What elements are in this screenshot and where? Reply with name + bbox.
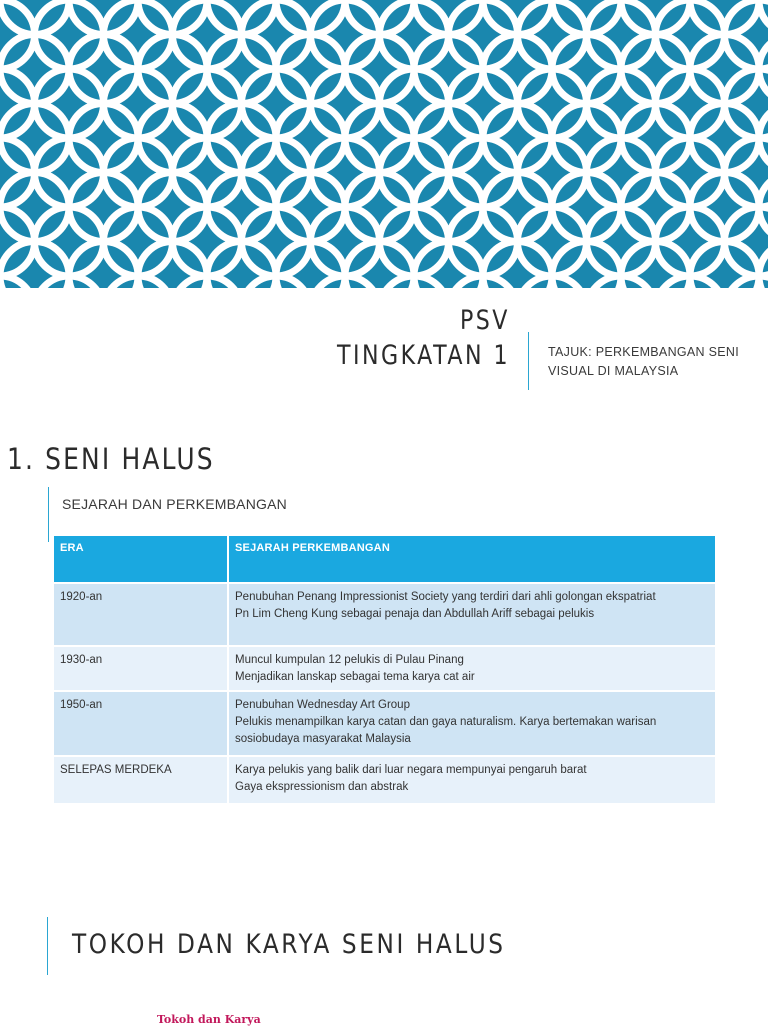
history-cell <box>229 757 715 805</box>
history-line: Penubuhan Wednesday Art Group <box>235 699 410 711</box>
subtitle-line1: TAJUK: PERKEMBANGAN SENI <box>548 345 740 359</box>
figures-image-caption: Tokoh dan Karya <box>157 1013 261 1026</box>
slide-title-line1: PSV <box>460 305 510 336</box>
history-cell <box>229 647 715 692</box>
circle-pattern-graphic <box>0 0 768 288</box>
history-line: Pelukis menampilkan karya catan dan gaya naturalism. Karya bertemakan warisan <box>235 716 657 728</box>
history-line: Muncul kumpulan 12 pelukis di Pulau Pinang <box>235 654 464 666</box>
slide-subtitle <box>548 343 763 381</box>
history-line: Pn Lim Cheng Kung sebagai penaja dan Abdullah Ariff sebagai pelukis <box>235 608 595 620</box>
table-row <box>54 692 715 757</box>
title-divider <box>528 332 529 390</box>
section-heading: 1. SENI HALUS <box>7 442 215 476</box>
slide-title-line2: TINGKATAN 1 <box>336 340 510 371</box>
era-cell: 1950-an <box>54 692 229 757</box>
history-accent-bar <box>48 487 49 542</box>
figures-accent-bar <box>47 917 48 975</box>
header-era: ERA <box>54 536 229 584</box>
table-row <box>54 647 715 692</box>
history-table <box>54 536 715 805</box>
table-row <box>54 584 715 647</box>
table-row <box>54 757 715 805</box>
history-line: Menjadikan lanskap sebagai tema karya cat air <box>235 671 475 683</box>
history-line: Penubuhan Penang Impressionist Society yang terdiri dari ahli golongan ekspatriat <box>235 591 656 603</box>
table-header-row <box>54 536 715 584</box>
era-cell: 1930-an <box>54 647 229 692</box>
decorative-pattern-banner <box>0 0 768 288</box>
history-cell <box>229 692 715 757</box>
figures-heading: TOKOH DAN KARYA SENI HALUS <box>72 929 506 960</box>
history-line: Karya pelukis yang balik dari luar negara mempunyai pengaruh barat <box>235 764 587 776</box>
header-history: SEJARAH PERKEMBANGAN <box>229 536 715 584</box>
era-cell: 1920-an <box>54 584 229 647</box>
history-line: Gaya ekspressionism dan abstrak <box>235 781 409 793</box>
history-cell <box>229 584 715 647</box>
era-cell: SELEPAS MERDEKA <box>54 757 229 805</box>
history-subheading: SEJARAH DAN PERKEMBANGAN <box>62 496 287 512</box>
history-line: sosiobudaya masyarakat Malaysia <box>235 733 411 745</box>
subtitle-line2: VISUAL DI MALAYSIA <box>548 364 679 378</box>
